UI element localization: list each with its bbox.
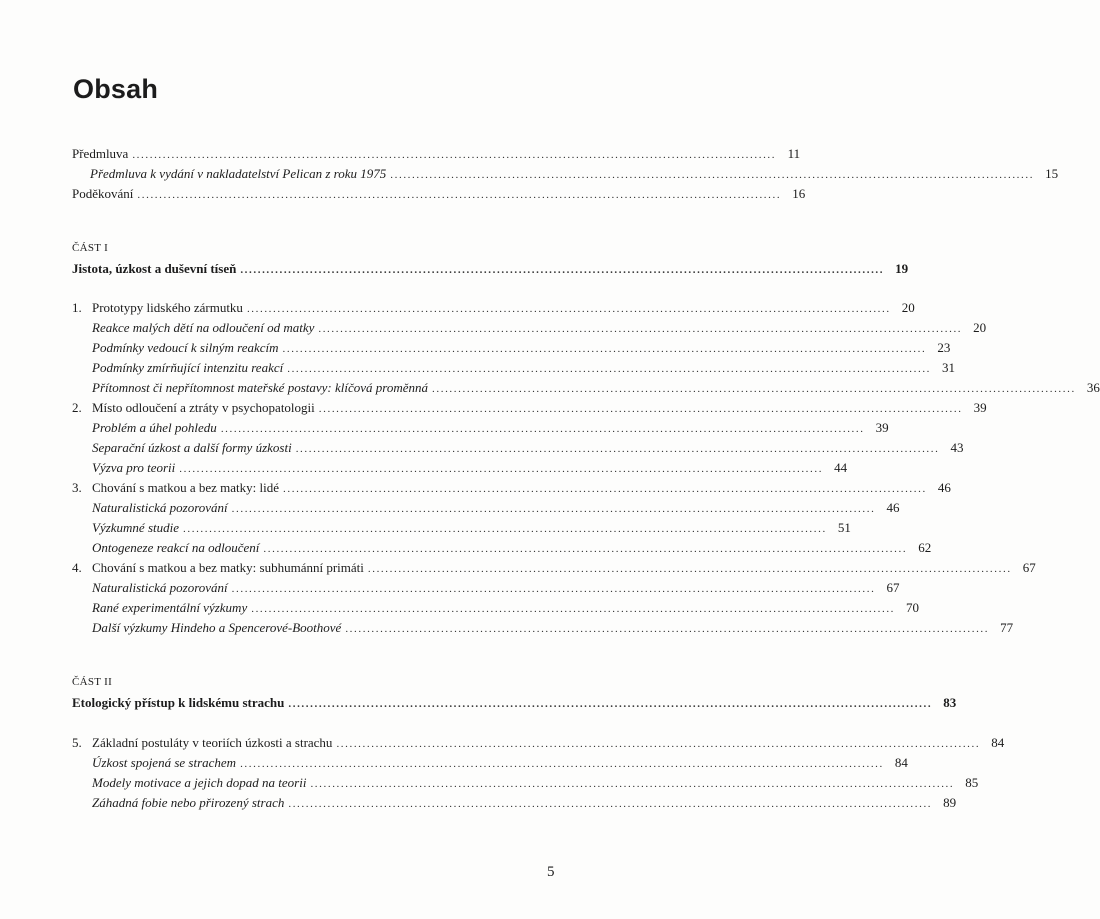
dot-leader: ....................................................................................................................................................: [282, 343, 927, 355]
toc-entry-page: 51: [837, 520, 851, 535]
toc-entry-section: [92, 795, 957, 815]
dot-leader: ....................................................................................................................................................: [310, 778, 955, 790]
toc-entry-label: Základní postuláty v teoriích úzkosti a strachu: [92, 735, 333, 750]
chapter-number: 3.: [72, 480, 82, 495]
dot-leader: ....................................................................................................................................................: [288, 798, 933, 810]
toc-entry-page: 36: [1086, 380, 1100, 395]
dot-leader: ....................................................................................................................................................: [220, 423, 865, 435]
toc-entry-label: Problém a úhel pohledu: [92, 420, 217, 435]
toc-entry-label: Prototypy lidského zármutku: [92, 300, 243, 315]
toc-entry-page: 44: [834, 460, 848, 475]
toc-entry-page: 85: [965, 775, 979, 790]
toc-entry-label: Etologický přístup k lidskému strachu: [72, 695, 285, 710]
toc-entry-label: Poděkování: [72, 186, 134, 201]
toc-entry-label: Ontogeneze reakcí na odloučení: [92, 540, 260, 555]
toc-entry-label: Výzva pro teorii: [92, 460, 176, 475]
dot-leader: ....................................................................................................................................................: [287, 363, 932, 375]
toc-entry-page: 84: [991, 735, 1005, 750]
toc-entry-chapter: [92, 735, 1005, 755]
dot-leader: ....................................................................................................................................................: [432, 383, 1076, 395]
toc-entry-section: [92, 320, 987, 340]
toc-entry-label: Podmínky zmírňující intenzitu reakcí: [92, 360, 284, 375]
dot-leader: ....................................................................................................................................................: [263, 543, 908, 555]
toc-entry-section: [92, 520, 851, 540]
toc-entry-page: 31: [942, 360, 956, 375]
part-label: ČÁST II: [72, 676, 113, 688]
toc-entry-page: 20: [901, 300, 915, 315]
toc-entry-page: 11: [787, 146, 801, 161]
toc-entry-page: 83: [943, 695, 957, 710]
toc-entry-section: [92, 600, 920, 620]
part-heading: [72, 261, 909, 281]
toc-entry-section: [92, 360, 956, 380]
dot-leader: ....................................................................................................................................................: [132, 149, 777, 161]
toc-entry-label: Záhadná fobie nebo přirozený strach: [92, 795, 285, 810]
toc-entry-section: [92, 620, 1014, 640]
toc-entry-page: 16: [792, 186, 806, 201]
chapter-number: 2.: [72, 400, 82, 415]
toc-entry-page: 46: [937, 480, 951, 495]
toc-entry-section: [92, 340, 951, 360]
toc-entry-page: 39: [973, 400, 987, 415]
toc-entry-acknowledgements: [72, 186, 806, 206]
toc-entry-label: Přítomnost či nepřítomnost mateřské postavy: klíčová proměnná: [92, 380, 429, 395]
toc-entry-page: 20: [973, 320, 987, 335]
dot-leader: ....................................................................................................................................................: [231, 583, 876, 595]
page-number: 5: [547, 864, 555, 880]
part-label: ČÁST I: [72, 242, 109, 254]
toc-entry-chapter: [92, 300, 915, 320]
toc-entry-page: 19: [895, 261, 909, 276]
dot-leader: ....................................................................................................................................................: [240, 264, 885, 276]
toc-entry-label: Předmluva: [72, 146, 129, 161]
dot-leader: ....................................................................................................................................................: [295, 443, 940, 455]
toc-entry-section: [92, 460, 848, 480]
toc-entry-page: 77: [1000, 620, 1014, 635]
toc-entry-label: Chování s matkou a bez matky: subhumánní primáti: [92, 560, 364, 575]
dot-leader: ....................................................................................................................................................: [251, 603, 896, 615]
toc-entry-page: 15: [1045, 166, 1059, 181]
toc-entry-page: 23: [937, 340, 951, 355]
chapter-number: 4.: [72, 560, 82, 575]
toc-entry-label: Modely motivace a jejich dopad na teorii: [92, 775, 307, 790]
dot-leader: ....................................................................................................................................................: [318, 323, 963, 335]
toc-entry-section: [92, 380, 1100, 400]
toc-entry-label: Další výzkumy Hindeho a Spencerové-Boothové: [92, 620, 342, 635]
dot-leader: ....................................................................................................................................................: [137, 189, 782, 201]
toc-entry-label: Separační úzkost a další formy úzkosti: [92, 440, 292, 455]
toc-entry-page: 62: [918, 540, 932, 555]
toc-entry-label: Předmluva k vydání v nakladatelství Pelican z roku 1975: [90, 166, 387, 181]
toc-entry-page: 39: [875, 420, 889, 435]
page-title: Obsah: [73, 74, 159, 104]
toc-entry-label: Rané experimentální výzkumy: [92, 600, 248, 615]
toc-entry-section: [92, 775, 979, 795]
toc-entry-label: Jistota, úzkost a duševní tíseň: [72, 261, 237, 276]
toc-entry-pelican-foreword: [90, 166, 1059, 186]
toc-entry-page: 84: [894, 755, 908, 770]
dot-leader: ....................................................................................................................................................: [179, 463, 824, 475]
toc-entry-page: 89: [943, 795, 957, 810]
dot-leader: ....................................................................................................................................................: [240, 758, 884, 770]
dot-leader: ....................................................................................................................................................: [345, 623, 990, 635]
dot-leader: ....................................................................................................................................................: [231, 503, 876, 515]
toc-entry-section: [92, 420, 889, 440]
toc-entry-section: [92, 580, 900, 600]
dot-leader: ....................................................................................................................................................: [390, 169, 1035, 181]
toc-entry-page: 67: [1022, 560, 1036, 575]
toc-entry-page: 67: [886, 580, 900, 595]
part-heading: [72, 695, 957, 715]
dot-leader: ....................................................................................................................................................: [283, 483, 927, 495]
toc-entry-chapter: [92, 560, 1036, 580]
toc-entry-page: 70: [906, 600, 920, 615]
toc-entry-chapter: [92, 480, 951, 500]
chapter-number: 5.: [72, 735, 82, 750]
dot-leader: ....................................................................................................................................................: [288, 698, 933, 710]
toc-entry-label: Úzkost spojená se strachem: [92, 755, 237, 770]
dot-leader: ....................................................................................................................................................: [183, 523, 827, 535]
toc-entry-section: [92, 755, 908, 775]
chapter-number: 1.: [72, 300, 82, 315]
toc-entry-chapter: [92, 400, 987, 420]
toc-entry-label: Naturalistická pozorování: [92, 580, 228, 595]
dot-leader: ....................................................................................................................................................: [246, 303, 891, 315]
toc-entry-label: Místo odloučení a ztráty v psychopatologii: [92, 400, 315, 415]
dot-leader: ....................................................................................................................................................: [367, 563, 1012, 575]
toc-entry-section: [92, 440, 964, 460]
dot-leader: ....................................................................................................................................................: [336, 738, 981, 750]
toc-entry-section: [92, 500, 900, 520]
toc-entry-label: Reakce malých dětí na odloučení od matky: [92, 320, 315, 335]
toc-entry-page: 43: [950, 440, 964, 455]
toc-entry-section: [92, 540, 932, 560]
toc-entry-label: Chování s matkou a bez matky: lidé: [92, 480, 280, 495]
dot-leader: ....................................................................................................................................................: [318, 403, 963, 415]
toc-entry-label: Podmínky vedoucí k silným reakcím: [92, 340, 279, 355]
toc-entry-foreword: [72, 146, 801, 166]
toc-entry-page: 46: [886, 500, 900, 515]
toc-entry-label: Naturalistická pozorování: [92, 500, 228, 515]
toc-entry-label: Výzkumné studie: [92, 520, 180, 535]
